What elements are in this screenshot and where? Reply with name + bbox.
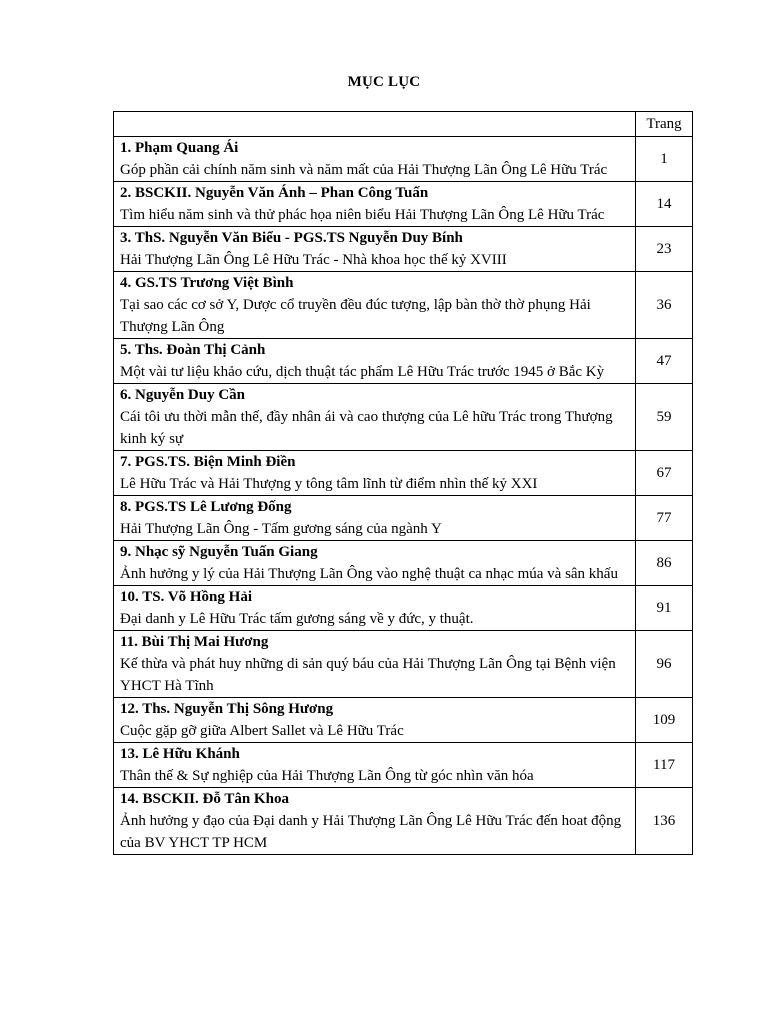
toc-body — [114, 112, 693, 855]
entry-article-title: Thân thế & Sự nghiệp của Hải Thượng Lãn Ông từ góc nhìn văn hóa — [120, 768, 534, 784]
entry-article-title: Một vài tư liệu khảo cứu, dịch thuật tác phẩm Lê Hữu Trác trước 1945 ở Bắc Kỳ — [120, 364, 605, 380]
entry-article-title: Hải Thượng Lãn Ông Lê Hữu Trác - Nhà khoa học thế kỷ XVIII — [120, 252, 507, 268]
toc-entry-cell — [114, 227, 636, 272]
toc-entry-cell — [114, 339, 636, 384]
entry-author: 6. Nguyễn Duy Cần — [120, 387, 246, 403]
entry-article-title: Đại danh y Lê Hữu Trác tấm gương sáng về y đức, y thuật. — [120, 611, 474, 627]
entry-page-number: 59 — [636, 384, 693, 451]
toc-header-page: Trang — [636, 112, 693, 137]
entry-page-number: 91 — [636, 586, 693, 631]
table-of-contents — [113, 111, 693, 855]
entry-article-title: Tại sao các cơ sở Y, Dược cổ truyền đều đúc tượng, lập bàn thờ thờ phụng Hải Thượng Lãn Ông — [120, 297, 591, 335]
toc-entry-row — [114, 541, 693, 586]
entry-article-title: Lê Hữu Trác và Hải Thượng y tông tâm lĩnh từ điểm nhìn thế kỷ XXI — [120, 476, 538, 492]
toc-entry-row — [114, 496, 693, 541]
toc-entry-row — [114, 631, 693, 698]
toc-entry-cell — [114, 541, 636, 586]
entry-page-number: 96 — [636, 631, 693, 698]
entry-article-title: Cuộc gặp gỡ giữa Albert Sallet và Lê Hữu Trác — [120, 723, 404, 739]
entry-author: 11. Bùi Thị Mai Hương — [120, 634, 269, 650]
entry-author: 12. Ths. Nguyễn Thị Sông Hương — [120, 701, 334, 717]
toc-entry-cell — [114, 451, 636, 496]
entry-author: 7. PGS.TS. Biện Minh Điền — [120, 454, 296, 470]
toc-entry-cell — [114, 272, 636, 339]
entry-page-number: 14 — [636, 182, 693, 227]
entry-article-title: Ảnh hưởng y lý của Hải Thượng Lãn Ông vào nghệ thuật ca nhạc múa và sân khấu — [120, 566, 618, 582]
toc-header-entry-cell — [114, 112, 636, 137]
toc-entry-row — [114, 227, 693, 272]
entry-author: 4. GS.TS Trương Việt Bình — [120, 275, 294, 291]
entry-article-title: Ảnh hưởng y đạo của Đại danh y Hải Thượng Lãn Ông Lê Hữu Trác đến hoat động của BV YHCT TP HCM — [120, 813, 622, 851]
entry-page-number: 67 — [636, 451, 693, 496]
entry-page-number: 86 — [636, 541, 693, 586]
entry-page-number: 136 — [636, 788, 693, 855]
toc-entry-cell — [114, 788, 636, 855]
entry-article-title: Hải Thượng Lãn Ông - Tấm gương sáng của ngành Y — [120, 521, 442, 537]
toc-entry-row — [114, 586, 693, 631]
entry-author: 8. PGS.TS Lê Lương Đống — [120, 499, 292, 515]
entry-author: 13. Lê Hữu Khánh — [120, 746, 240, 762]
toc-entry-row — [114, 384, 693, 451]
entry-article-title: Kế thừa và phát huy những di sản quý báu của Hải Thượng Lãn Ông tại Bệnh viện YHCT Hà Tĩnh — [120, 656, 616, 694]
toc-entry-cell — [114, 698, 636, 743]
entry-author: 1. Phạm Quang Ái — [120, 140, 239, 156]
entry-author: 14. BSCKII. Đỗ Tân Khoa — [120, 791, 289, 807]
toc-entry-cell — [114, 496, 636, 541]
toc-entry-row — [114, 272, 693, 339]
toc-entry-cell — [114, 631, 636, 698]
page-title: MỤC LỤC — [347, 74, 421, 90]
entry-author: 5. Ths. Đoàn Thị Cảnh — [120, 342, 266, 358]
toc-entry-cell — [114, 182, 636, 227]
toc-entry-cell — [114, 137, 636, 182]
entry-article-title: Cái tôi ưu thời mẫn thế, đầy nhân ái và cao thượng của Lê hữu Trác trong Thượng kinh ký sự — [120, 409, 613, 447]
toc-entry-row — [114, 137, 693, 182]
entry-article-title: Tìm hiểu năm sinh và thử phác họa niên biểu Hải Thượng Lãn Ông Lê Hữu Trác — [120, 207, 605, 223]
entry-page-number: 117 — [636, 743, 693, 788]
entry-author: 9. Nhạc sỹ Nguyễn Tuấn Giang — [120, 544, 318, 560]
toc-entry-row — [114, 451, 693, 496]
entry-page-number: 109 — [636, 698, 693, 743]
toc-entry-cell — [114, 743, 636, 788]
toc-entry-row — [114, 788, 693, 855]
entry-author: 2. BSCKII. Nguyễn Văn Ánh – Phan Công Tuấn — [120, 185, 429, 201]
toc-entry-row — [114, 182, 693, 227]
entry-article-title: Góp phần cải chính năm sinh và năm mất của Hải Thượng Lãn Ông Lê Hữu Trác — [120, 162, 608, 178]
entry-page-number: 77 — [636, 496, 693, 541]
toc-entry-cell — [114, 384, 636, 451]
toc-entry-row — [114, 339, 693, 384]
toc-entry-cell — [114, 586, 636, 631]
toc-entry-row — [114, 743, 693, 788]
entry-page-number: 47 — [636, 339, 693, 384]
entry-author: 10. TS. Võ Hồng Hải — [120, 589, 252, 605]
toc-header-row — [114, 112, 693, 137]
entry-page-number: 1 — [636, 137, 693, 182]
entry-page-number: 36 — [636, 272, 693, 339]
toc-entry-row — [114, 698, 693, 743]
entry-page-number: 23 — [636, 227, 693, 272]
entry-author: 3. ThS. Nguyễn Văn Biểu - PGS.TS Nguyễn Duy Bính — [120, 230, 463, 246]
